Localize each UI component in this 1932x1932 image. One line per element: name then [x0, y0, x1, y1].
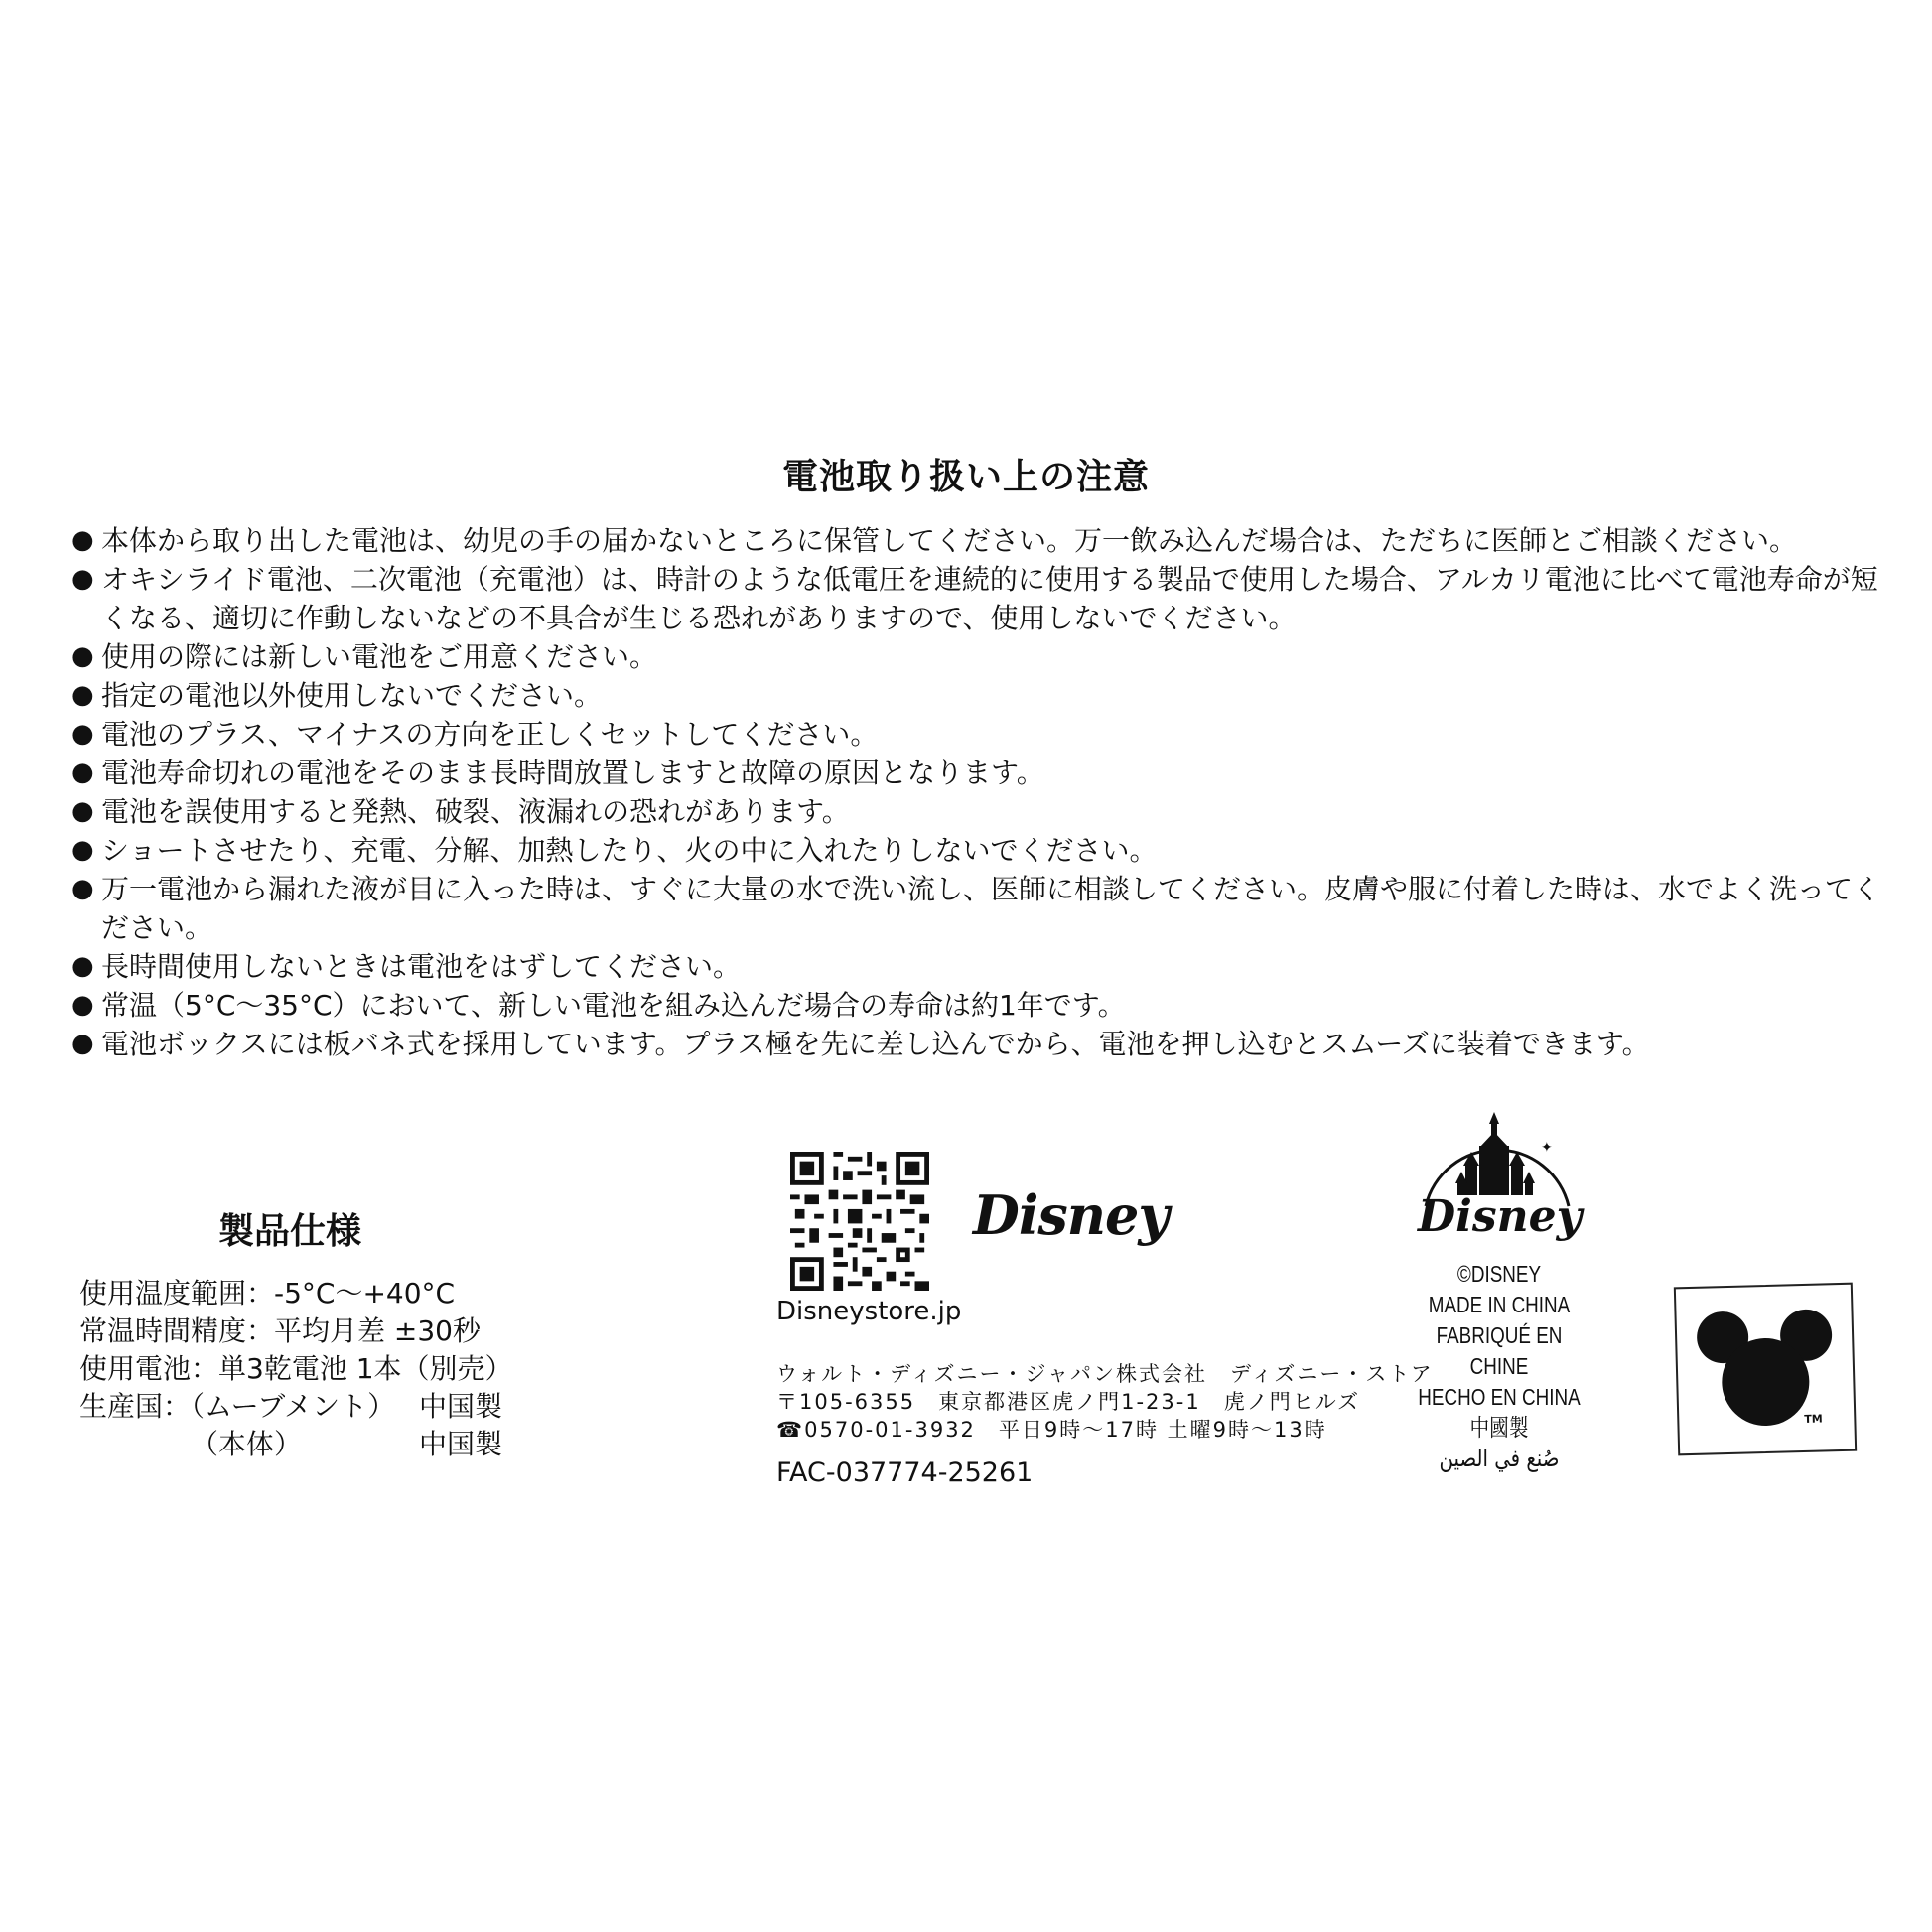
qr-code-icon: [790, 1152, 929, 1291]
spec-origin-label: 生産国：（ムーブメント）: [79, 1390, 396, 1423]
list-item: ● 万一電池から漏れた液が目に入った時は、すぐに大量の水で洗い流し、医師に相談してください。皮膚や服に付着した時は、水でよく洗ってください。: [71, 870, 1888, 947]
company-name: ウォルト・ディズニー・ジャパン株式会社 ディズニー・ストア: [776, 1362, 1434, 1386]
spec-temp-range: 使用温度範囲：-5°C〜+40°C: [79, 1277, 456, 1310]
list-item: ● ショートさせたり、充電、分解、加熱したり、火の中に入れたりしないでください。: [71, 831, 1888, 870]
battery-notice-title: 電池取り扱い上の注意: [781, 457, 1150, 497]
company-info: [776, 1360, 1434, 1444]
bullet-icon: ●: [71, 758, 94, 787]
specs-title: 製品仕様: [218, 1211, 362, 1252]
copyright: ©DISNEY: [1456, 1261, 1542, 1287]
bullet-icon: ●: [71, 951, 94, 981]
list-item: ● 常温（5°C〜35°C）において、新しい電池を組み込んだ場合の寿命は約1年です。: [71, 986, 1888, 1025]
bullet-icon: ●: [71, 874, 94, 903]
fac-code: FAC-037774-25261: [776, 1457, 1034, 1488]
spec-origin-body: [79, 1426, 513, 1463]
svg-text:✦: ✦: [1541, 1140, 1553, 1156]
list-item: ● 長時間使用しないときは電池をはずしてください。: [71, 947, 1888, 986]
list-item: ● 電池ボックスには板バネ式を採用しています。プラス極を先に差し込んでから、電池を押し込むとスムーズに装着できます。: [71, 1025, 1888, 1063]
made-in-zh: 中國製: [1469, 1414, 1529, 1442]
bullet-icon: ●: [71, 641, 94, 671]
bullet-icon: ●: [71, 796, 94, 826]
spec-battery: 使用電池：単3乾電池 1本（別売）: [79, 1352, 513, 1385]
disney-logo: Disney: [973, 1183, 1169, 1247]
bullet-icon: ●: [71, 1029, 94, 1058]
list-item: ● 電池寿命切れの電池をそのまま長時間放置しますと故障の原因となります。: [71, 754, 1888, 792]
bullet-icon: ●: [71, 525, 94, 555]
company-address: 〒105-6355 東京都港区虎ノ門1-23-1 虎ノ門ヒルズ: [776, 1390, 1361, 1414]
spec-origin-body-value: 中国製: [419, 1428, 503, 1460]
made-in-fr: FABRIQUÉ EN CHINE: [1436, 1322, 1563, 1379]
bullet-icon: ●: [71, 719, 94, 749]
mickey-head-icon: [1676, 1285, 1855, 1454]
specs-block: [79, 1275, 513, 1463]
castle-logo-wordmark: Disney: [1418, 1191, 1583, 1242]
list-item: ● オキシライド電池、二次電池（充電池）は、時計のような低電圧を連続的に使用する製品で使用した場合、アルカリ電池に比べて電池寿命が短くなる、適切に作動しないなどの不具合が生じる恐れがありますので、使用しないでください。: [71, 560, 1888, 637]
store-url: Disneystore.jp: [776, 1297, 962, 1326]
trademark-mark: TM: [1804, 1412, 1823, 1426]
bullet-icon: ●: [71, 835, 94, 865]
made-in-es: HECHO EN CHINA: [1418, 1384, 1581, 1410]
spec-origin-movement-value: 中国製: [419, 1390, 503, 1423]
spec-origin-body-label: （本体）: [191, 1428, 303, 1460]
made-in-ar: صُنع في الصين: [1439, 1445, 1560, 1472]
bullet-icon: ●: [71, 680, 94, 710]
made-in-en: MADE IN CHINA: [1428, 1292, 1571, 1317]
company-phone: ☎0570-01-3932 平日9時〜17時 土曜9時〜13時: [776, 1418, 1327, 1442]
spec-accuracy: 常温時間精度：平均月差 ±30秒: [79, 1314, 481, 1347]
list-item: ● 使用の際には新しい電池をご用意ください。: [71, 637, 1888, 676]
list-item: ● 電池を誤使用すると発熱、破裂、液漏れの恐れがあります。: [71, 792, 1888, 831]
bullet-icon: ●: [71, 564, 94, 594]
list-item: ● 電池のプラス、マイナスの方向を正しくセットしてください。: [71, 715, 1888, 754]
list-item: ● 本体から取り出した電池は、幼児の手の届かないところに保管してください。万一飲み込んだ場合は、ただちに医師とご相談ください。: [71, 521, 1888, 560]
origin-info: [1418, 1259, 1581, 1474]
list-item: ● 指定の電池以外使用しないでください。: [71, 676, 1888, 715]
bullet-icon: ●: [71, 990, 94, 1020]
mickey-trademark-box: [1674, 1283, 1857, 1456]
battery-notice-list: [71, 521, 1888, 1063]
spec-origin-movement: [79, 1388, 513, 1426]
